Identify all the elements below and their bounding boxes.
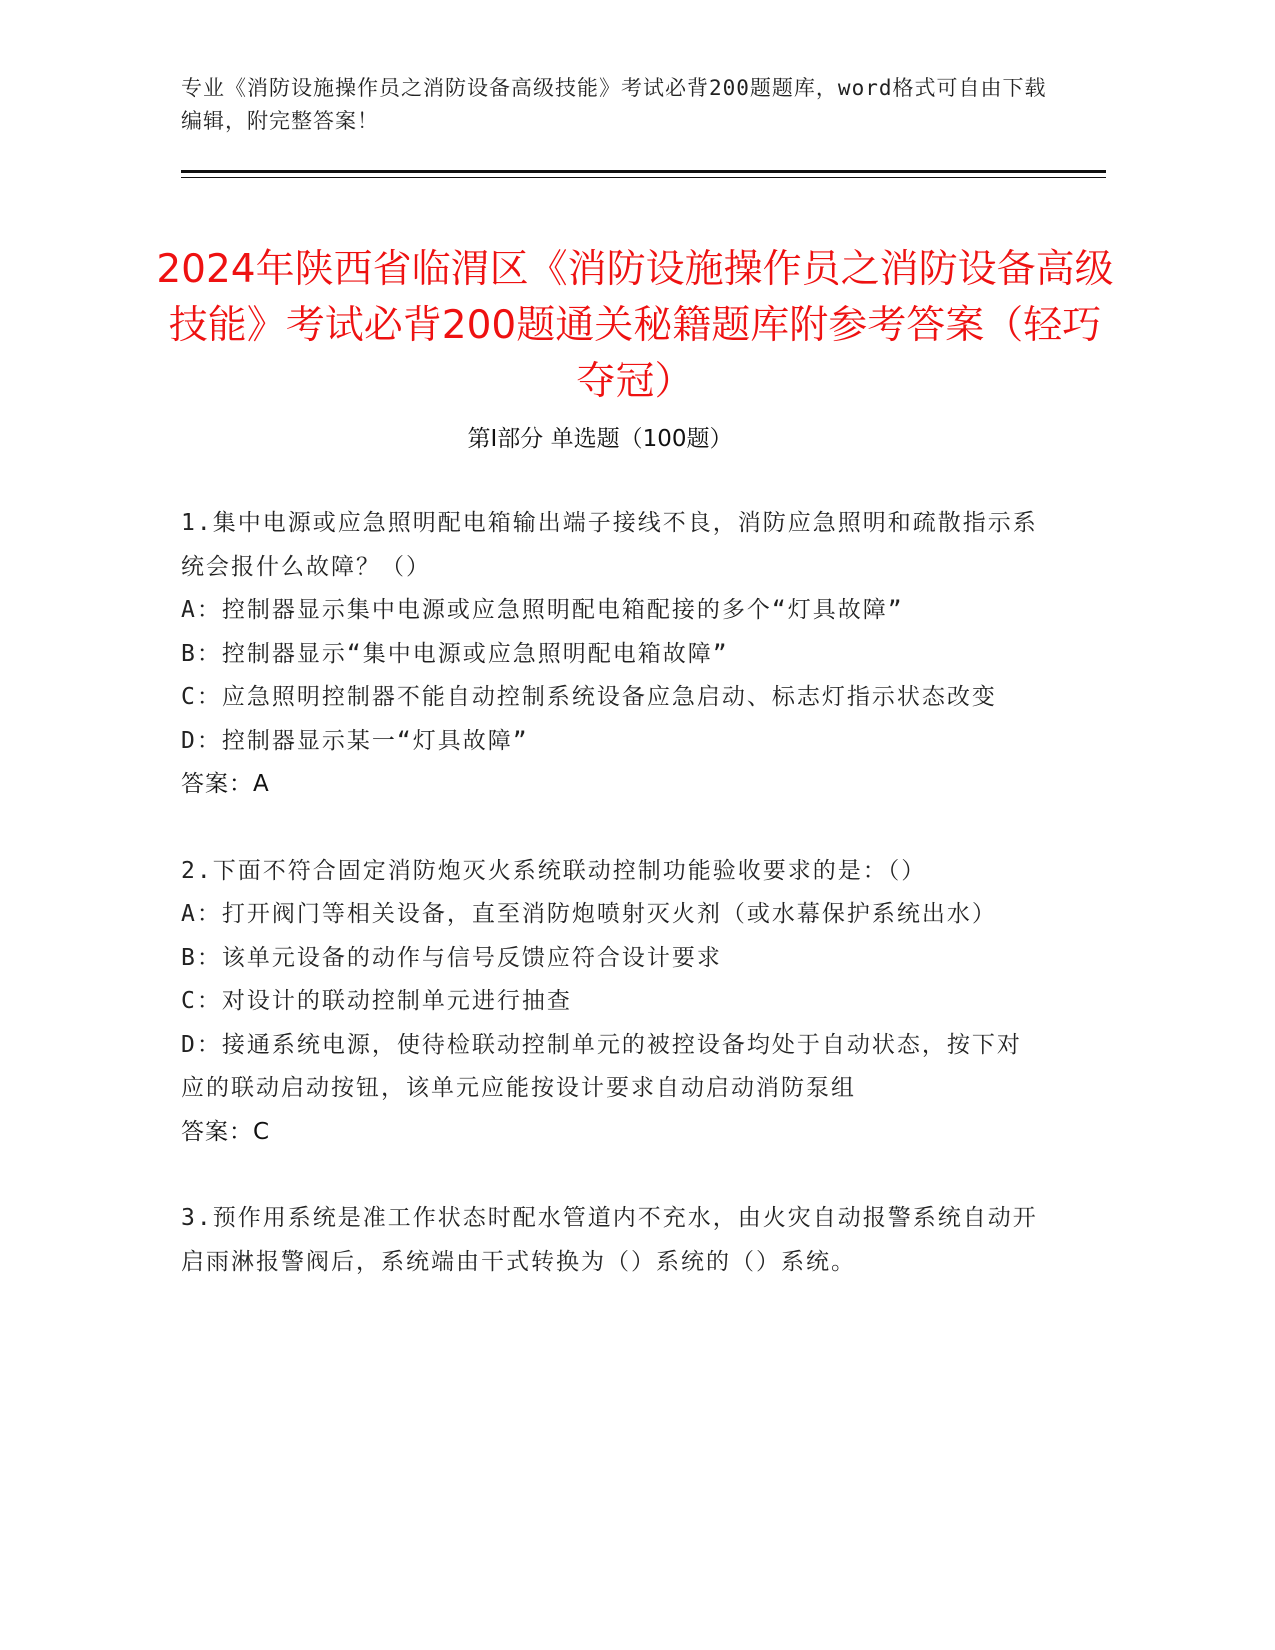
- question-stem: 2.下面不符合固定消防炮灭火系统联动控制功能验收要求的是：（）: [181, 857, 927, 884]
- option-a: A：控制器显示集中电源或应急照明配电箱配接的多个“灯具故障”: [181, 597, 904, 623]
- section-title: 第I部分 单选题（100题）: [467, 426, 733, 452]
- question-list: [181, 502, 1041, 1327]
- option-b: B：控制器显示“集中电源或应急照明配电箱故障”: [181, 640, 729, 667]
- option-d: D：接通系统电源，使待检联动控制单元的被控设备均处于自动状态，按下对应的联动启动按钮，该单元应能按设计要求自动启动消防泵组: [181, 1031, 1022, 1101]
- option-c: C：对设计的联动控制单元进行抽查: [181, 988, 572, 1014]
- question-3: [181, 1197, 1041, 1284]
- header-note: 专业《消防设施操作员之消防设备高级技能》考试必背200题题库，word格式可自由下载编辑，附完整答案！: [181, 76, 1047, 133]
- option-c: C：应急照明控制器不能自动控制系统设备应急启动、标志灯指示状态改变: [181, 684, 997, 710]
- question-stem: 3.预作用系统是准工作状态时配水管道内不充水，由火灾自动报警系统自动开启雨淋报警阀后，系统端由干式转换为（）系统的（）系统。: [181, 1205, 1038, 1275]
- document-title: 2024年陕西省临渭区《消防设施操作员之消防设备高级技能》考试必背200题通关秘籍题库附参考答案（轻巧夺冠）: [156, 247, 1114, 405]
- header-rule-thin: [181, 177, 1106, 178]
- question-stem: 1.集中电源或应急照明配电箱输出端子接线不良，消防应急照明和疏散指示系统会报什么故障？（）: [181, 510, 1038, 580]
- question-1: [181, 502, 1041, 807]
- answer: 答案：C: [181, 1118, 271, 1145]
- question-2: [181, 850, 1041, 1155]
- option-b: B：该单元设备的动作与信号反馈应符合设计要求: [181, 944, 722, 971]
- option-d: D：控制器显示某一“灯具故障”: [181, 727, 529, 754]
- option-a: A：打开阀门等相关设备，直至消防炮喷射灭火剂（或水幕保护系统出水）: [181, 901, 997, 927]
- answer: 答案：A: [181, 771, 270, 797]
- header-rule-thick: [181, 170, 1106, 173]
